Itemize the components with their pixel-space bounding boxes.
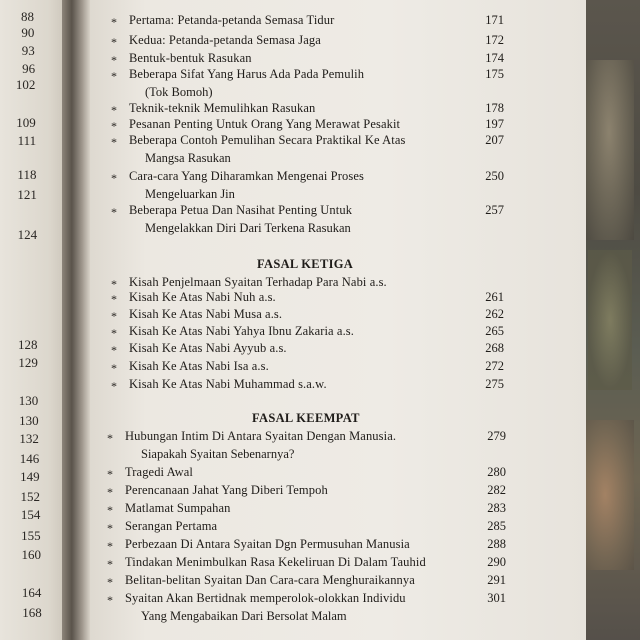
left-page-number: 102 [15, 77, 36, 92]
toc-page-number: 275 [485, 377, 504, 391]
toc-entry-title: Perbezaan Di Antara Syaitan Dgn Permusuhan Manusia [125, 537, 410, 551]
left-page-number: 121 [17, 187, 37, 202]
section-heading: FASAL KETIGA [257, 257, 354, 271]
bullet-asterisk: * [107, 503, 113, 517]
toc-entry-title: Beberapa Contoh Pemulihan Secara Praktikal Ke Atas [129, 133, 406, 147]
toc-page-number: 250 [485, 169, 504, 183]
toc-entry-title: Beberapa Sifat Yang Harus Ada Pada Pemulih [129, 67, 365, 81]
toc-page-number: 280 [487, 465, 506, 479]
toc-entry-title: Kisah Ke Atas Nabi Yahya Ibnu Zakaria a.s. [129, 324, 354, 338]
toc-entry-title: Pertama: Petanda-petanda Semasa Tidur [129, 13, 335, 27]
toc-page-number: 262 [485, 307, 504, 321]
toc-entry-title: Pesanan Penting Untuk Orang Yang Merawat Pesakit [129, 117, 401, 131]
toc-entry-title: Kisah Ke Atas Nabi Nuh a.s. [129, 290, 276, 304]
toc-page-number: 282 [487, 483, 506, 497]
left-page-number: 154 [20, 507, 41, 522]
toc-entry-title: Perencanaan Jahat Yang Diberi Tempoh [125, 483, 328, 497]
left-page-number: 130 [18, 393, 39, 408]
toc-page-number: 301 [487, 591, 506, 605]
toc-entry-title: Tindakan Menimbulkan Rasa Kekeliruan Di Dalam Tauhid [125, 555, 426, 569]
toc-page-number: 291 [487, 573, 506, 587]
toc-entry-continuation: Mengelakkan Diri Dari Terkena Rasukan [145, 221, 351, 235]
toc-entry-continuation: Siapakah Syaitan Sebenarnya? [141, 447, 295, 461]
left-page-number: 160 [21, 547, 41, 562]
book-gutter [62, 0, 90, 640]
left-page-number: 109 [16, 115, 36, 130]
toc-entry-continuation: (Tok Bomoh) [145, 85, 213, 99]
toc-page-number: 174 [485, 51, 504, 65]
left-page-number: 155 [21, 528, 41, 543]
bullet-asterisk: * [111, 135, 117, 149]
toc-page-number: 261 [485, 290, 504, 304]
toc-entry-title: Kisah Ke Atas Nabi Muhammad s.a.w. [129, 377, 327, 391]
cover-artwork [584, 60, 634, 240]
left-page-number: 88 [21, 9, 34, 24]
left-page-number: 90 [21, 25, 35, 40]
bullet-asterisk: * [111, 171, 117, 185]
cover-artwork [588, 250, 632, 390]
toc-page-number: 172 [485, 33, 504, 47]
toc-page-number: 207 [485, 133, 504, 147]
left-page-number: 146 [19, 451, 40, 466]
bullet-asterisk: * [107, 485, 113, 499]
bullet-asterisk: * [107, 521, 113, 535]
toc-page-number: 197 [485, 117, 504, 131]
toc-page-number: 171 [485, 13, 504, 27]
bullet-asterisk: * [111, 326, 117, 340]
bullet-asterisk: * [111, 15, 117, 29]
toc-page-number: 283 [487, 501, 506, 515]
toc-page-number: 279 [487, 429, 506, 443]
left-page-number: 132 [19, 431, 39, 446]
toc-entry-title: Kedua: Petanda-petanda Semasa Jaga [129, 33, 321, 47]
left-page-number: 96 [22, 61, 36, 76]
bullet-asterisk: * [107, 431, 113, 445]
left-page-number: 152 [20, 489, 40, 504]
left-page-number: 168 [22, 605, 42, 620]
left-page-number: 149 [20, 469, 40, 484]
bullet-asterisk: * [111, 379, 117, 393]
bullet-asterisk: * [107, 539, 113, 553]
bullet-asterisk: * [107, 467, 113, 481]
bullet-asterisk: * [111, 343, 117, 357]
bullet-asterisk: * [111, 69, 117, 83]
toc-entry-title: Kisah Ke Atas Nabi Ayyub a.s. [129, 341, 287, 355]
toc-page-number: 285 [487, 519, 506, 533]
left-page-number: 111 [17, 133, 37, 148]
toc-entry-title: Beberapa Petua Dan Nasihat Penting Untuk [129, 203, 353, 217]
toc-entry-title: Syaitan Akan Bertidnak memperolok-olokkan Individu [125, 591, 406, 605]
toc-page-number: 288 [487, 537, 506, 551]
toc-entry-title: Hubungan Intim Di Antara Syaitan Dengan Manusia. [125, 429, 397, 443]
section-heading: FASAL KEEMPAT [252, 411, 360, 425]
toc-entry-title: Matlamat Sumpahan [125, 501, 231, 515]
toc-entry-continuation: Yang Mengabaikan Dari Bersolat Malam [141, 609, 347, 623]
bullet-asterisk: * [111, 53, 117, 67]
left-page-number: 164 [21, 585, 42, 600]
toc-page-number: 290 [487, 555, 506, 569]
toc-page-number: 268 [485, 341, 504, 355]
toc-entry-title: Kisah Ke Atas Nabi Musa a.s. [129, 307, 283, 321]
bullet-asterisk: * [111, 103, 117, 117]
left-page-number: 130 [19, 413, 39, 428]
left-page-number: 129 [18, 355, 38, 370]
bullet-asterisk: * [111, 292, 117, 306]
bullet-asterisk: * [107, 593, 113, 607]
bullet-asterisk: * [111, 119, 117, 133]
cover-artwork [586, 420, 634, 570]
toc-entry-title: Kisah Ke Atas Nabi Isa a.s. [129, 359, 269, 373]
toc-entry-title: Belitan-belitan Syaitan Dan Cara-cara Menghuraikannya [125, 573, 415, 587]
toc-page-number: 257 [485, 203, 504, 217]
toc-page-number: 175 [485, 67, 504, 81]
left-page-number: 128 [18, 337, 38, 352]
left-page [0, 0, 70, 640]
bullet-asterisk: * [111, 35, 117, 49]
bullet-asterisk: * [111, 309, 117, 323]
toc-page-number: 272 [485, 359, 504, 373]
bullet-asterisk: * [111, 361, 117, 375]
toc-entry-title: Kisah Penjelmaan Syaitan Terhadap Para Nabi a.s. [129, 275, 387, 289]
toc-page-number: 265 [485, 324, 504, 338]
bullet-asterisk: * [107, 557, 113, 571]
toc-entry-continuation: Mengeluarkan Jin [145, 187, 235, 201]
bullet-asterisk: * [111, 205, 117, 219]
bullet-asterisk: * [107, 575, 113, 589]
left-page-number: 93 [21, 43, 35, 58]
toc-entry-title: Serangan Pertama [125, 519, 218, 533]
toc-entry-continuation: Mangsa Rasukan [145, 151, 231, 165]
toc-entry-title: Tragedi Awal [125, 465, 193, 479]
left-page-number: 118 [17, 167, 37, 182]
toc-page-number: 178 [485, 101, 504, 115]
toc-entry-title: Teknik-teknik Memulihkan Rasukan [129, 101, 316, 115]
toc-entry-title: Cara-cara Yang Diharamkan Mengenai Proses [129, 169, 364, 183]
toc-entry-title: Bentuk-bentuk Rasukan [129, 51, 252, 65]
left-page-number: 124 [17, 227, 38, 242]
bullet-asterisk: * [111, 277, 117, 291]
background-book-cover [578, 0, 640, 640]
